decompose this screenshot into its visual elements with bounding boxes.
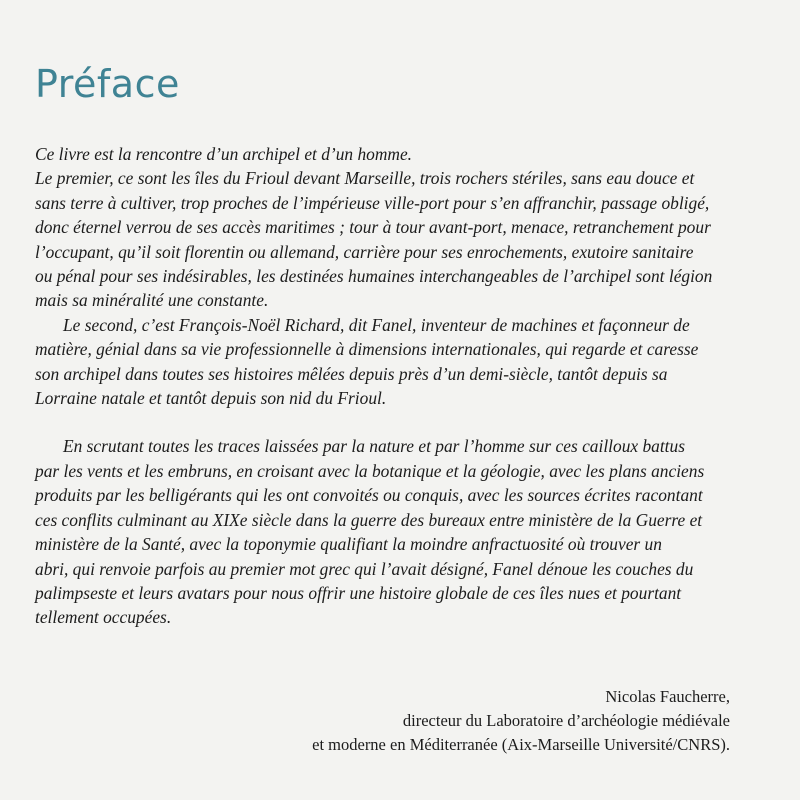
- paragraph-line: Le second, c’est François-Noël Richard, dit Fanel, inventeur de machines et façonneur de: [63, 314, 690, 335]
- paragraph-line: ou pénal pour ses indésirables, les destinées humaines interchangeables de l’archipel sont légion: [35, 266, 713, 287]
- paragraph-line: Ce livre est la rencontre d’un archipel et d’un homme.: [35, 144, 413, 164]
- author-name: Nicolas Faucherre,: [605, 687, 730, 706]
- author-role: directeur du Laboratoire d’archéologie médiévale: [402, 711, 730, 730]
- paragraph-line: ministère de la Santé, avec la toponymie qualifiant la moindre anfractuosité où trouver un: [35, 534, 662, 555]
- paragraph-line: son archipel dans toutes ses histoires mêlées depuis près d’un demi-siècle, tantôt depuis sa: [35, 363, 668, 384]
- paragraph-line: sans terre à cultiver, trop proches de l’impérieuse ville-port pour s’en affranchir, passage obligé,: [35, 192, 710, 213]
- paragraph-line: mais sa minéralité une constante.: [35, 290, 269, 311]
- paragraph-line: Lorraine natale et tantôt depuis son nid du Frioul.: [35, 388, 387, 409]
- page-title: Préface: [35, 62, 180, 106]
- preface-body: [35, 142, 775, 630]
- paragraph-line: palimpseste et leurs avatars pour nous offrir une histoire globale de ces îles nues et pourtant: [35, 582, 682, 603]
- paragraph-line: matière, génial dans sa vie professionnelle à dimensions internationales, qui regarde et caresse: [35, 339, 699, 360]
- paragraph-line: Le premier, ce sont les îles du Frioul devant Marseille, trois rochers stériles, sans eau douce et: [35, 168, 695, 189]
- paragraph-line: produits par les belligérants qui les ont convoités ou conquis, avec les sources écrites racontant: [35, 485, 703, 506]
- paragraph-line: par les vents et les embruns, en croisant avec la botanique et la géologie, avec les plans anciens: [35, 460, 705, 481]
- paragraph-line: donc éternel verrou de ses accès maritimes ; tour à tour avant-port, menace, retranchement pour: [35, 217, 711, 238]
- paragraph-line: tellement occupées.: [35, 607, 172, 628]
- paragraph-line: abri, qui renvoie parfois au premier mot grec qui l’avait désigné, Fanel dénoue les couches du: [35, 558, 694, 579]
- signature-block: [312, 685, 730, 757]
- paragraph-line: ces conflits culminant au XIXe siècle dans la guerre des bureaux entre ministère de la Guerre et: [35, 509, 703, 530]
- paragraph-line: En scrutant toutes les traces laissées par la nature et par l’homme sur ces cailloux battus: [63, 436, 685, 457]
- author-affiliation: et moderne en Méditerranée (Aix-Marseille Université/CNRS).: [312, 735, 730, 754]
- paragraph-spacer: [35, 410, 775, 434]
- paragraph-line: l’occupant, qu’il soit florentin ou allemand, carrière pour ses enrochements, exutoire sanitaire: [35, 241, 694, 262]
